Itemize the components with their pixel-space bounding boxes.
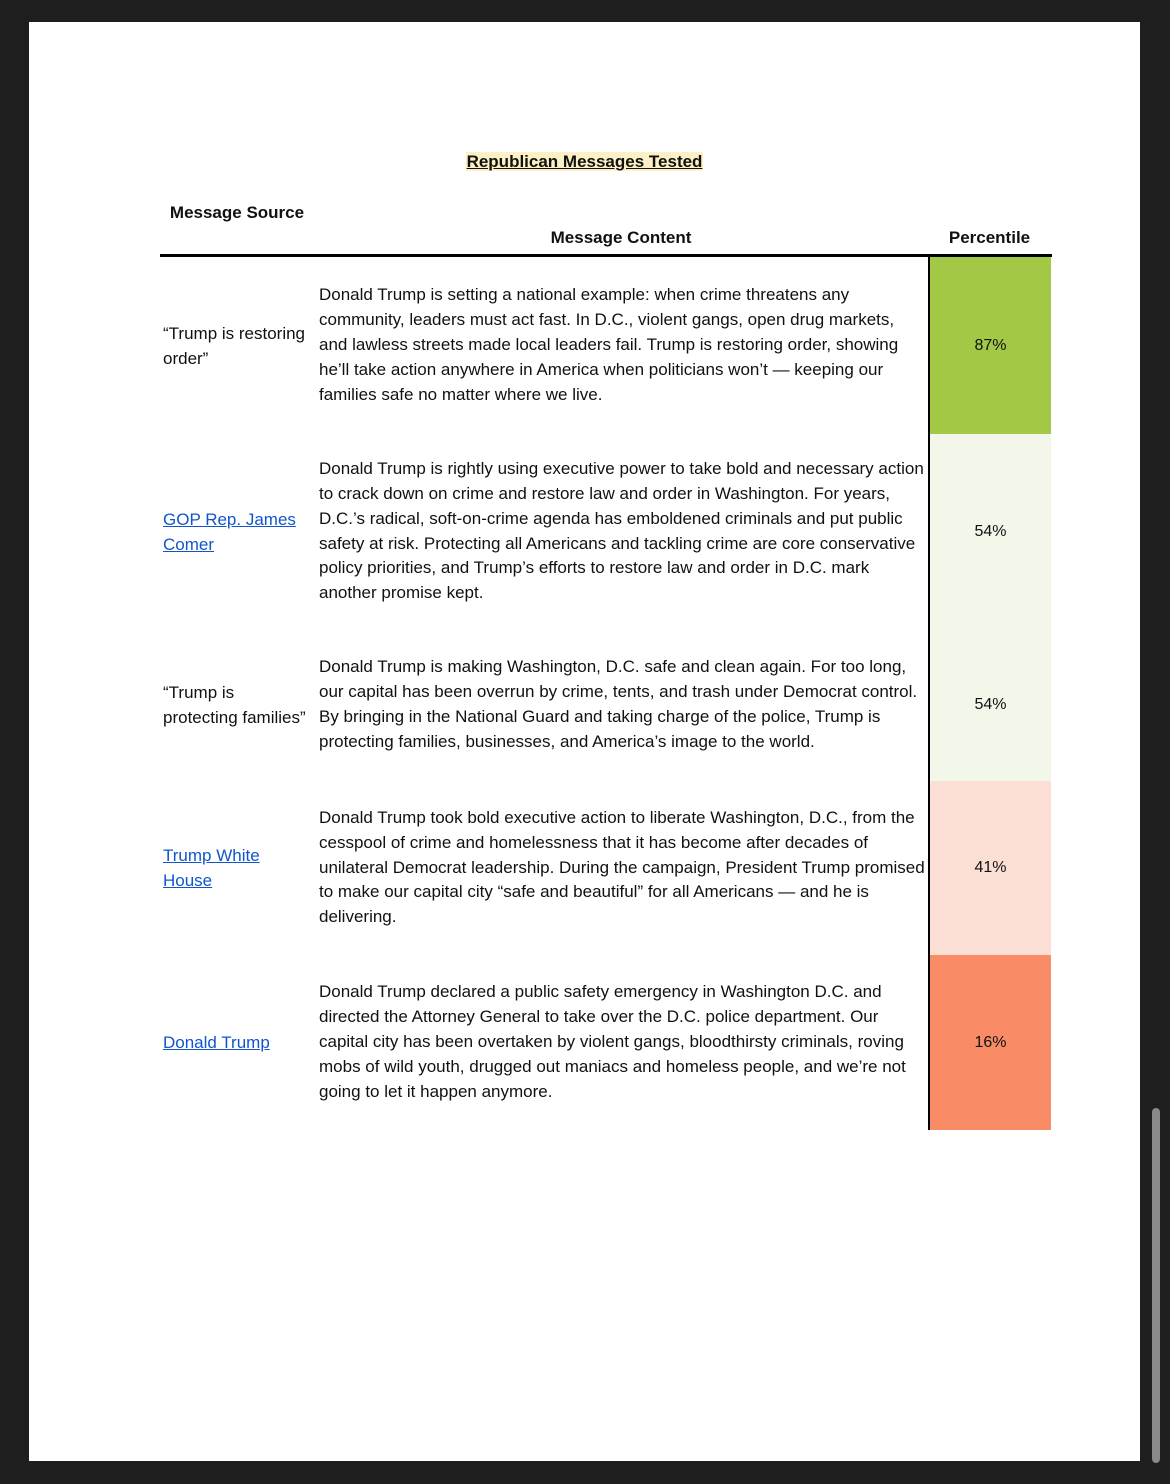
percentile-cell bbox=[930, 257, 1051, 434]
table-row bbox=[160, 257, 1052, 434]
message-source-link[interactable]: Trump White House bbox=[163, 846, 260, 890]
message-source-link[interactable]: Donald Trump bbox=[163, 1033, 270, 1052]
message-source: “Trump is protecting families” bbox=[163, 683, 306, 727]
message-content: Donald Trump declared a public safety emergency in Washington D.C. and directed the Attorney General to take over the D.C. police department. Our capital city has been overtaken by violent gangs, bloodthirsty criminals, roving mobs of wild youth, drugged out maniacs and homeless people, and we’re not going to let it happen anymore. bbox=[319, 982, 906, 1101]
percentile-value: 41% bbox=[974, 859, 1007, 876]
message-content: Donald Trump is setting a national example: when crime threatens any community, leaders must act fast. In D.C., violent gangs, open drug markets, and lawless streets made local leaders fail. Trump is restoring order, showing he’ll take action anywhere in America when politicians won’t — keeping our families safe no matter where we live. bbox=[319, 285, 899, 404]
header-percentile: Percentile bbox=[948, 228, 1031, 247]
header-message-content: Message Content bbox=[550, 228, 692, 247]
table-row bbox=[160, 781, 1052, 955]
header-message-source: Message Source bbox=[169, 203, 305, 222]
percentile-cell bbox=[930, 434, 1051, 629]
document-title bbox=[29, 152, 1140, 172]
percentile-cell bbox=[930, 781, 1051, 955]
percentile-value: 16% bbox=[974, 1033, 1007, 1051]
percentile-cell bbox=[930, 629, 1051, 781]
message-source: “Trump is restoring order” bbox=[163, 323, 306, 368]
message-content: Donald Trump is making Washington, D.C. safe and clean again. For too long, our capital has been overrun by crime, tents, and trash under Democrat control. By bringing in the National Guard and taking charge of the police, Trump is protecting families, businesses, and America’s image to the world. bbox=[319, 657, 918, 751]
message-source-link[interactable]: GOP Rep. James Comer bbox=[163, 509, 296, 554]
percentile-value: 54% bbox=[974, 522, 1007, 540]
table-row bbox=[160, 955, 1052, 1130]
percentile-column-divider bbox=[928, 257, 930, 1130]
percentile-value: 87% bbox=[974, 336, 1007, 354]
table-row bbox=[160, 629, 1052, 781]
table-row bbox=[160, 434, 1052, 629]
message-content: Donald Trump is rightly using executive power to take bold and necessary action to crack down on crime and restore law and order in Washington. For years, D.C.’s radical, soft-on-crime agenda has emboldened criminals and put public safety at risk. Protecting all Americans and tackling crime are core conservative policy priorities, and Trump’s efforts to restore law and order in D.C. mark another promise kept. bbox=[319, 458, 924, 603]
message-content: Donald Trump took bold executive action to liberate Washington, D.C., from the cesspool of crime and homelessness that it has become after decades of unilateral Democrat leadership. During the campaign, President Trump promised to make our capital city “safe and beautiful” for all Americans — and he is delivering. bbox=[319, 807, 925, 927]
vertical-scrollbar-thumb[interactable] bbox=[1152, 1108, 1160, 1463]
document-title-text: Republican Messages Tested bbox=[466, 152, 703, 171]
document-page bbox=[29, 22, 1140, 1461]
percentile-value: 54% bbox=[974, 696, 1007, 713]
percentile-cell bbox=[930, 955, 1051, 1130]
